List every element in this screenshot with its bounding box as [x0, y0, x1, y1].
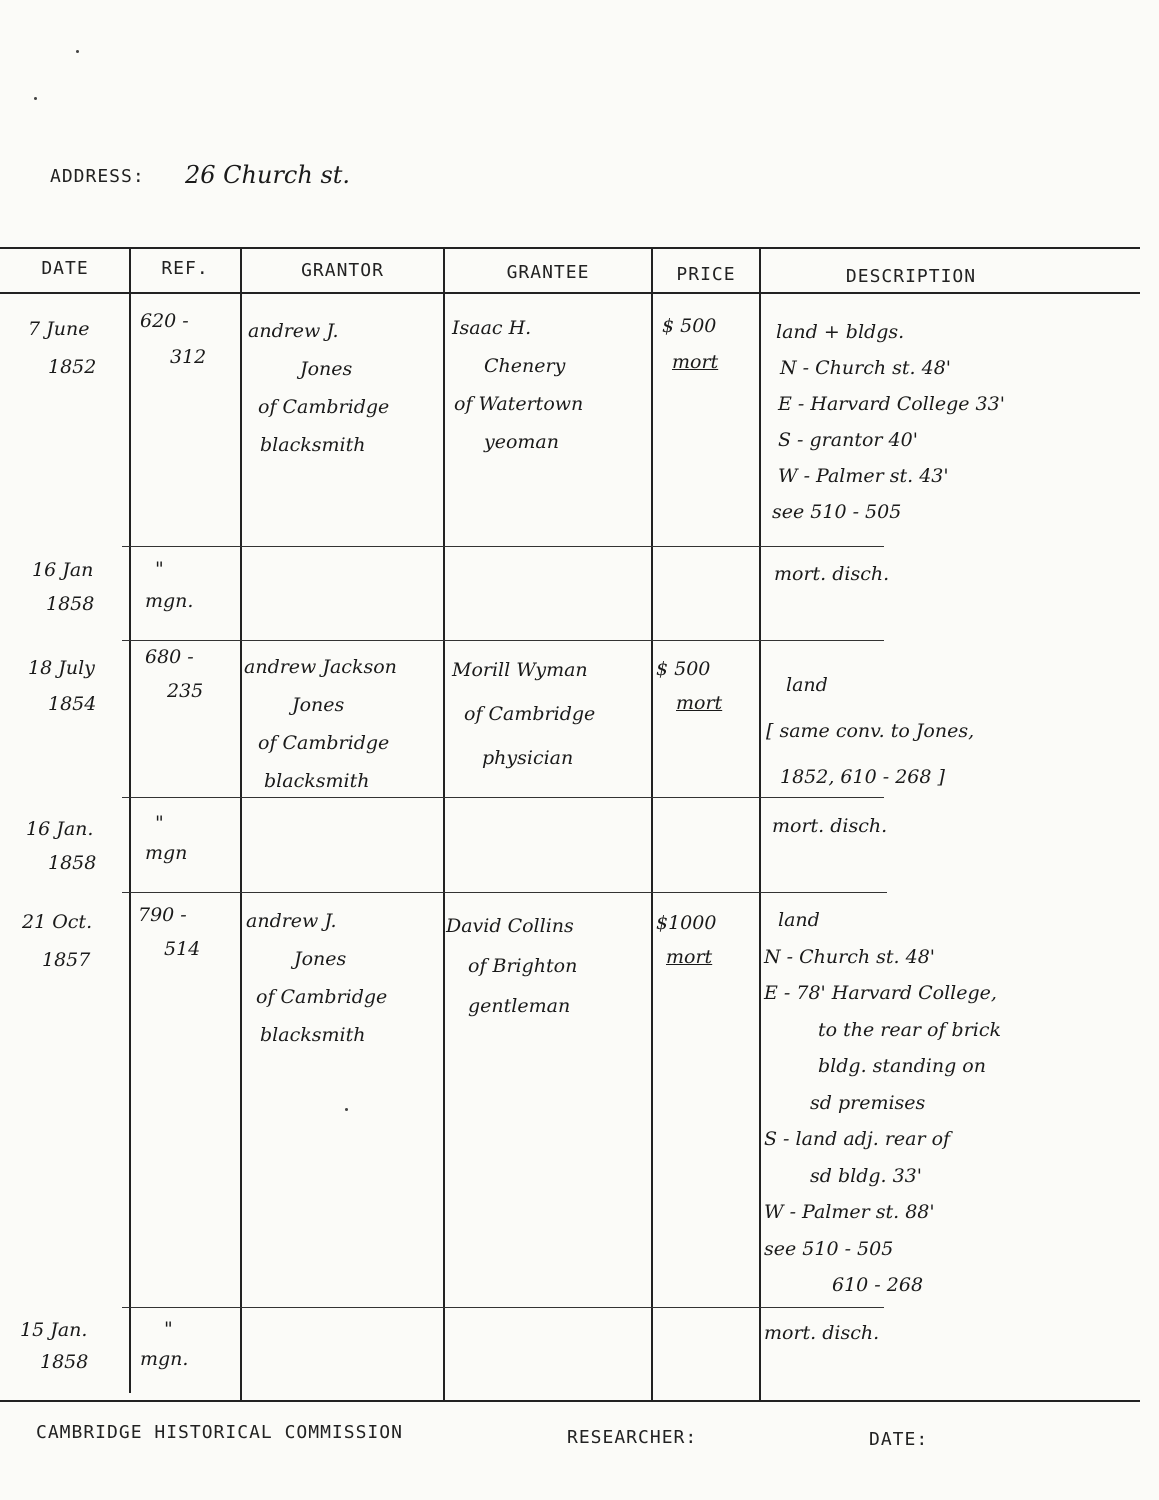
column-header-date: DATE	[41, 258, 89, 279]
row-rule	[122, 892, 887, 893]
row-1-price: $ 500 mort	[662, 315, 719, 373]
row-5-description: land N - Church st. 48' E - 78' Harvard College, to the rear of brick bldg. standing on sd premises S - land adj. rear of sd bldg. 33' W - Palmer st. 88' see 510 - 505 610 - 268	[764, 909, 1002, 1296]
stray-mark	[34, 97, 37, 100]
col-divider-2	[240, 248, 242, 1400]
row-6-description: mort. disch.	[764, 1322, 880, 1344]
row-rule	[122, 640, 884, 641]
row-2-description: mort. disch.	[774, 563, 890, 585]
table-top-rule	[0, 247, 1140, 249]
row-6-date: 15 Jan. 1858	[20, 1319, 89, 1373]
row-6-ref: " mgn.	[140, 1318, 189, 1370]
row-4-description: mort. disch.	[772, 815, 888, 837]
date-label: DATE:	[869, 1429, 929, 1450]
row-5-ref: 790 - 514	[138, 904, 201, 960]
row-3-grantee: Morill Wyman of Cambridge physician	[452, 659, 596, 769]
col-divider-3	[443, 248, 445, 1400]
commission-name: CAMBRIDGE HISTORICAL COMMISSION	[36, 1422, 403, 1443]
address-value: 26 Church st.	[185, 161, 351, 189]
row-3-grantor: andrew Jackson Jones of Cambridge blacksmith	[244, 656, 397, 792]
row-4-date: 16 Jan. 1858	[26, 818, 97, 874]
row-1-description: land + bldgs. N - Church st. 48' E - Harvard College 33' S - grantor 40' W - Palmer st. 43' see 510 - 505	[772, 321, 1005, 523]
row-2-date: 16 Jan 1858	[32, 559, 95, 615]
column-header-description: DESCRIPTION	[845, 266, 977, 287]
column-header-ref: REF.	[161, 258, 209, 279]
address-label: ADDRESS:	[50, 166, 145, 187]
row-rule	[122, 546, 884, 547]
row-5-grantee: David Collins of Brighton gentleman	[446, 915, 578, 1017]
row-4-ref: " mgn	[145, 812, 188, 864]
row-1-grantor: andrew J. Jones of Cambridge blacksmith	[248, 320, 390, 456]
row-3-ref: 680 - 235	[145, 646, 204, 702]
researcher-label: RESEARCHER:	[567, 1427, 698, 1448]
table-bottom-rule	[0, 1400, 1140, 1402]
header-bottom-rule	[0, 292, 1140, 294]
column-header-grantee: GRANTEE	[506, 262, 590, 283]
row-5-grantor: andrew J. Jones of Cambridge blacksmith	[246, 910, 388, 1046]
col-divider-1	[129, 248, 131, 1393]
column-header-price: PRICE	[676, 264, 736, 285]
row-3-description: land [ same conv. to Jones, 1852, 610 - 268 ]	[766, 674, 975, 788]
col-divider-5	[759, 248, 761, 1400]
row-2-ref: " mgn.	[145, 558, 194, 612]
row-1-grantee: Isaac H. Chenery of Watertown yeoman	[452, 317, 584, 453]
row-3-price: $ 500 mort	[656, 658, 723, 714]
row-1-ref: 620 - 312	[140, 310, 207, 368]
column-header-grantor: GRANTOR	[301, 260, 384, 281]
row-1-date: 7 June 1852	[28, 318, 97, 378]
row-5-price: $1000 mort	[656, 912, 717, 968]
row-rule	[122, 1307, 884, 1308]
row-5-date: 21 Oct. 1857	[22, 911, 93, 971]
row-3-date: 18 July 1854	[28, 657, 97, 715]
col-divider-4	[651, 248, 653, 1400]
stray-mark	[345, 1108, 348, 1111]
stray-mark	[76, 50, 79, 53]
